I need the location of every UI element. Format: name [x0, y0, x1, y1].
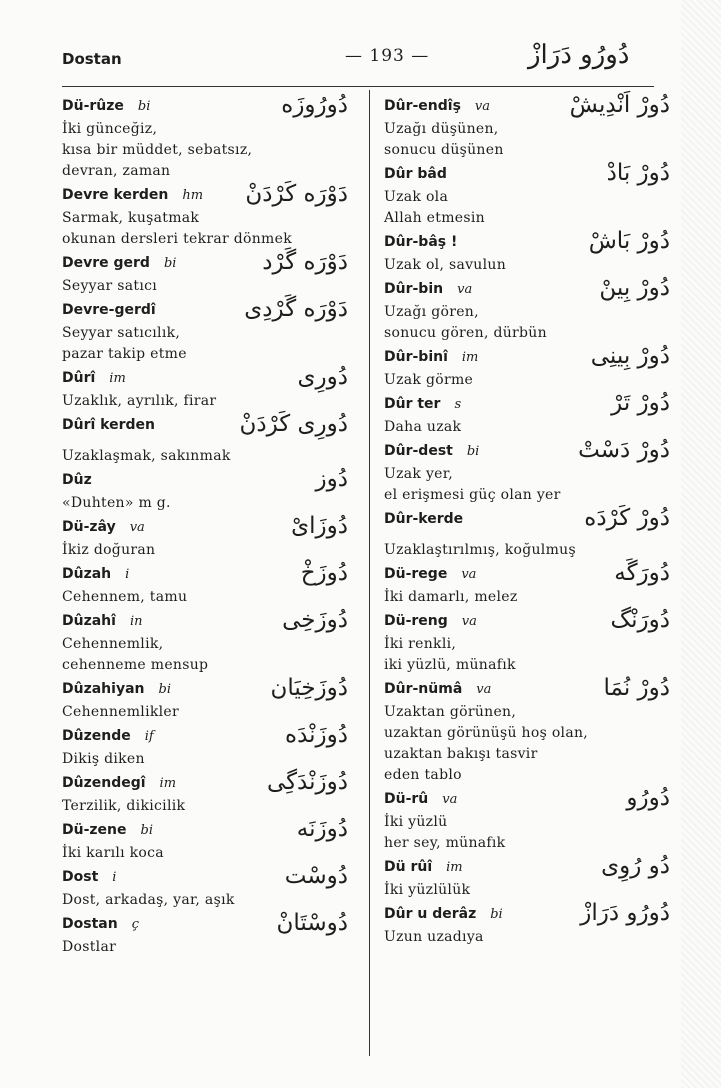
entry-grammar-tag: in — [129, 614, 143, 629]
dictionary-entry — [62, 364, 352, 412]
page-header — [0, 40, 721, 86]
dictionary-entry — [384, 785, 674, 854]
entry-grammar-tag: va — [476, 682, 492, 697]
entry-definition-line: Uzak yer, — [384, 466, 453, 482]
dictionary-entry — [384, 505, 674, 561]
entry-definition-line: iki yüzlü, münafık — [384, 657, 516, 673]
entry-term: Dûzendegî — [62, 775, 146, 791]
entry-definition-line: eden tablo — [384, 767, 462, 783]
entry-definition-line: Daha uzak — [384, 419, 462, 435]
entry-definition-line: Uzaktan görünen, — [384, 704, 517, 720]
entry-definition-line: İki damarlı, melez — [384, 589, 518, 605]
entry-definition-line: Dost, arkadaş, yar, aşık — [62, 892, 235, 908]
entry-definition-line: Dikiş diken — [62, 751, 145, 767]
entry-definition-line: Uzaklık, ayrılık, firar — [62, 393, 217, 409]
entry-definition-line: İki yüzlülük — [384, 882, 471, 898]
entry-definition-line — [62, 438, 352, 446]
entry-definition-line: Uzak ola — [384, 189, 449, 205]
entry-term: Dü-rege — [384, 566, 448, 582]
entry-grammar-tag: bi — [140, 823, 153, 838]
entry-term: Devre-gerdî — [62, 302, 156, 318]
entry-definition-line: Uzun uzadıya — [384, 929, 484, 945]
entry-grammar-tag: va — [474, 99, 491, 114]
entry-definition-line: Seyyar satıcılık, — [62, 325, 181, 341]
entry-grammar-tag: va — [461, 614, 477, 629]
entry-term: Dûzende — [62, 728, 131, 744]
entry-definition-line: el erişmesi güç olan yer — [384, 487, 561, 503]
entry-term: Dü rûî — [384, 859, 433, 875]
entry-arabic-script: دُوز — [315, 466, 348, 492]
entry-term: Dûr-nümâ — [384, 681, 463, 697]
entry-grammar-tag: bi — [137, 99, 151, 114]
entry-term: Dûr ter — [384, 396, 441, 412]
header-arabic-word: دُورُو دَرَازْ — [528, 40, 630, 70]
entry-grammar-tag: im — [446, 860, 463, 875]
entry-definition-line: İki günceğiz, — [62, 121, 158, 137]
entry-definition-line: Cehennemlikler — [62, 704, 179, 720]
entry-arabic-script: دَوْرَه گَرْدِى — [244, 296, 348, 322]
entry-arabic-script: دُوزَخِى — [282, 607, 348, 633]
entry-grammar-tag: i — [112, 870, 117, 885]
entry-arabic-script: دُوسْتَانْ — [276, 910, 348, 936]
entry-definition-line: İki yüzlü — [384, 814, 448, 830]
entry-term: Dûr-endîş — [384, 98, 461, 114]
entry-definition-line: devran, zaman — [62, 163, 171, 179]
entry-definition-line: Sarmak, kuşatmak — [62, 210, 200, 226]
entry-definition-line: İki renkli, — [384, 636, 457, 652]
entry-definition-line: «Duhten» m g. — [62, 495, 171, 511]
entry-term: Dûr bâd — [384, 166, 447, 182]
entry-definition-line: Dostlar — [62, 939, 117, 955]
entry-grammar-tag: if — [144, 729, 154, 744]
header-rule — [62, 86, 654, 87]
dictionary-entry — [384, 275, 674, 344]
entry-term: Dûr-binî — [384, 349, 448, 365]
entry-arabic-script: دُورَنْگ — [610, 607, 670, 633]
dictionary-entry — [62, 722, 352, 770]
entry-definition-line: uzaktan görünüşü hoş olan, — [384, 725, 589, 741]
entry-definition-line: Cehennemlik, — [62, 636, 164, 652]
entry-grammar-tag: hm — [182, 188, 204, 203]
entry-definition-line: Cehennem, tamu — [62, 589, 188, 605]
entry-term: Dûr-bin — [384, 281, 444, 297]
entry-arabic-script: دُوسْت — [284, 863, 348, 889]
dictionary-entry — [62, 411, 352, 467]
entry-definition-line: sonucu düşünen — [384, 142, 504, 158]
dictionary-entry — [62, 181, 352, 250]
entry-grammar-tag: im — [461, 350, 479, 365]
dictionary-entry — [62, 560, 352, 608]
entry-definition-line: İkiz doğuran — [62, 542, 156, 558]
entry-arabic-script: دُورُو دَرَازْ — [580, 900, 670, 926]
dictionary-entry — [62, 863, 352, 911]
entry-arabic-script: دُوزَاىْ — [291, 513, 348, 539]
entry-grammar-tag: bi — [163, 256, 177, 271]
dictionary-entry — [384, 437, 674, 506]
entry-grammar-tag: va — [442, 792, 458, 807]
entry-grammar-tag: va — [457, 282, 473, 297]
dictionary-entry — [62, 249, 352, 297]
entry-definition-line: uzaktan bakışı tasvir — [384, 746, 538, 762]
dictionary-entry — [384, 853, 674, 901]
entry-arabic-script: دُورْ نُمَا — [603, 675, 670, 701]
entry-term: Dûr-kerde — [384, 511, 464, 527]
entry-term: Dü-reng — [384, 613, 448, 629]
entry-term: Dü-rû — [384, 791, 429, 807]
dictionary-entry — [384, 343, 674, 391]
entry-definition-line: kısa bir müddet, sebatsız, — [62, 142, 253, 158]
entry-arabic-script: دُوزَنَه — [296, 816, 348, 842]
entry-arabic-script: دَوْرَه گَرْد — [262, 249, 348, 275]
entry-definition-line: Uzak görme — [384, 372, 474, 388]
entry-arabic-script: دُورْ اَنْدِيشْ — [569, 92, 670, 118]
dictionary-entry — [384, 92, 674, 161]
paper-edge-texture — [681, 0, 721, 1088]
entry-arabic-script: دُوزَنْدَگِى — [266, 769, 348, 795]
entry-arabic-script: دَوْرَه كَرْدَنْ — [245, 181, 348, 207]
entry-grammar-tag: bi — [158, 682, 171, 697]
entry-arabic-script: دُورُو — [626, 785, 670, 811]
dictionary-entry — [62, 910, 352, 958]
entry-term: Devre kerden — [62, 187, 169, 203]
dictionary-entry — [384, 560, 674, 608]
dictionary-entry — [62, 513, 352, 561]
entry-grammar-tag: va — [129, 520, 145, 535]
dictionary-entry — [62, 607, 352, 676]
entry-definition-line: Terzilik, dikicilik — [62, 798, 186, 814]
entry-term: Dostan — [62, 916, 118, 932]
entry-grammar-tag: s — [454, 397, 462, 412]
dictionary-entry — [62, 675, 352, 723]
entry-term: Dûzah — [62, 566, 112, 582]
dictionary-entry — [384, 160, 674, 229]
entry-term: Dûrî — [62, 370, 96, 386]
dictionary-entry — [384, 900, 674, 948]
entry-definition-line: Uzak ol, savulun — [384, 257, 507, 273]
entry-arabic-script: دُورِى كَرْدَنْ — [239, 411, 348, 437]
entry-arabic-script: دُوزَخِيَان — [270, 675, 348, 701]
dictionary-entry — [62, 296, 352, 365]
entry-term: Dü-zene — [62, 822, 127, 838]
entry-definition-line: okunan dersleri tekrar dönmek — [62, 231, 292, 247]
entry-headline — [62, 472, 352, 493]
dictionary-entry — [384, 390, 674, 438]
entry-term: Dûz — [62, 472, 92, 488]
entry-definition-line: her sey, münafık — [384, 835, 506, 851]
entry-definition-line: Allah etmesin — [384, 210, 485, 226]
header-guide-word: Dostan — [62, 50, 122, 68]
entry-definition-line: sonucu gören, dürbün — [384, 325, 547, 341]
entry-definition-line: cehenneme mensup — [62, 657, 209, 673]
page-number: — 193 — — [345, 46, 430, 66]
entry-term: Devre gerd — [62, 255, 150, 271]
entry-grammar-tag: bi — [466, 444, 480, 459]
dictionary-entry — [384, 607, 674, 676]
entry-definition-line: Uzaklaşmak, sakınmak — [62, 448, 231, 464]
entry-term: Dü-zây — [62, 519, 116, 535]
entry-arabic-script: دُوزَخْ — [300, 560, 348, 586]
entry-arabic-script: دُورُوزَه — [281, 92, 348, 118]
left-column — [62, 92, 352, 963]
entry-term: Dûr u derâz — [384, 906, 477, 922]
entry-grammar-tag: i — [125, 567, 130, 582]
entry-term: Dûrî kerden — [62, 417, 155, 433]
entry-definition-line: Uzağı düşünen, — [384, 121, 499, 137]
dictionary-entry — [62, 466, 352, 514]
entry-grammar-tag: ç — [131, 917, 139, 932]
entry-term: Dûzahî — [62, 613, 116, 629]
entry-arabic-script: دُورْ دَسْتْ — [578, 437, 670, 463]
right-column — [384, 92, 674, 953]
entry-arabic-script: دُوزَنْدَه — [285, 722, 348, 748]
entry-definition-line: İki karılı koca — [62, 845, 164, 861]
entry-arabic-script: دُورِى — [297, 364, 348, 390]
entry-arabic-script: دُورْ كَرْدَه — [584, 505, 670, 531]
entry-arabic-script: دُورْ بَاشْ — [588, 228, 670, 254]
entry-definition-line — [384, 532, 674, 540]
entry-definition-line: pazar takip etme — [62, 346, 187, 362]
entry-term: Dûr-dest — [384, 443, 453, 459]
entry-grammar-tag: bi — [490, 907, 503, 922]
entry-definition-line: Uzağı gören, — [384, 304, 479, 320]
entry-arabic-script: دُورْ بِينِى — [590, 343, 670, 369]
dictionary-entry — [62, 92, 352, 182]
entry-term: Dost — [62, 869, 99, 885]
entry-term: Dûr-bâş ! — [384, 234, 458, 250]
entry-grammar-tag: va — [461, 567, 477, 582]
entry-arabic-script: دُورْ بِينْ — [599, 275, 670, 301]
entry-arabic-script: دُورْ بَادْ — [606, 160, 670, 186]
entry-term: Dûzahiyan — [62, 681, 145, 697]
entry-grammar-tag: im — [109, 371, 126, 386]
entry-arabic-script: دُو رُوِى — [601, 853, 670, 879]
entry-term: Dü-rûze — [62, 98, 124, 114]
dictionary-entry — [384, 675, 674, 786]
entry-definition-line: Seyyar satıcı — [62, 278, 158, 294]
dictionary-entry — [62, 816, 352, 864]
column-divider — [369, 90, 370, 1056]
dictionary-entry — [62, 769, 352, 817]
entry-definition-line: Uzaklaştırılmış, koğulmuş — [384, 542, 576, 558]
entry-grammar-tag: im — [159, 776, 177, 791]
dictionary-entry — [384, 228, 674, 276]
entry-arabic-script: دُورْ تَرْ — [611, 390, 670, 416]
entry-arabic-script: دُورَگَه — [614, 560, 670, 586]
